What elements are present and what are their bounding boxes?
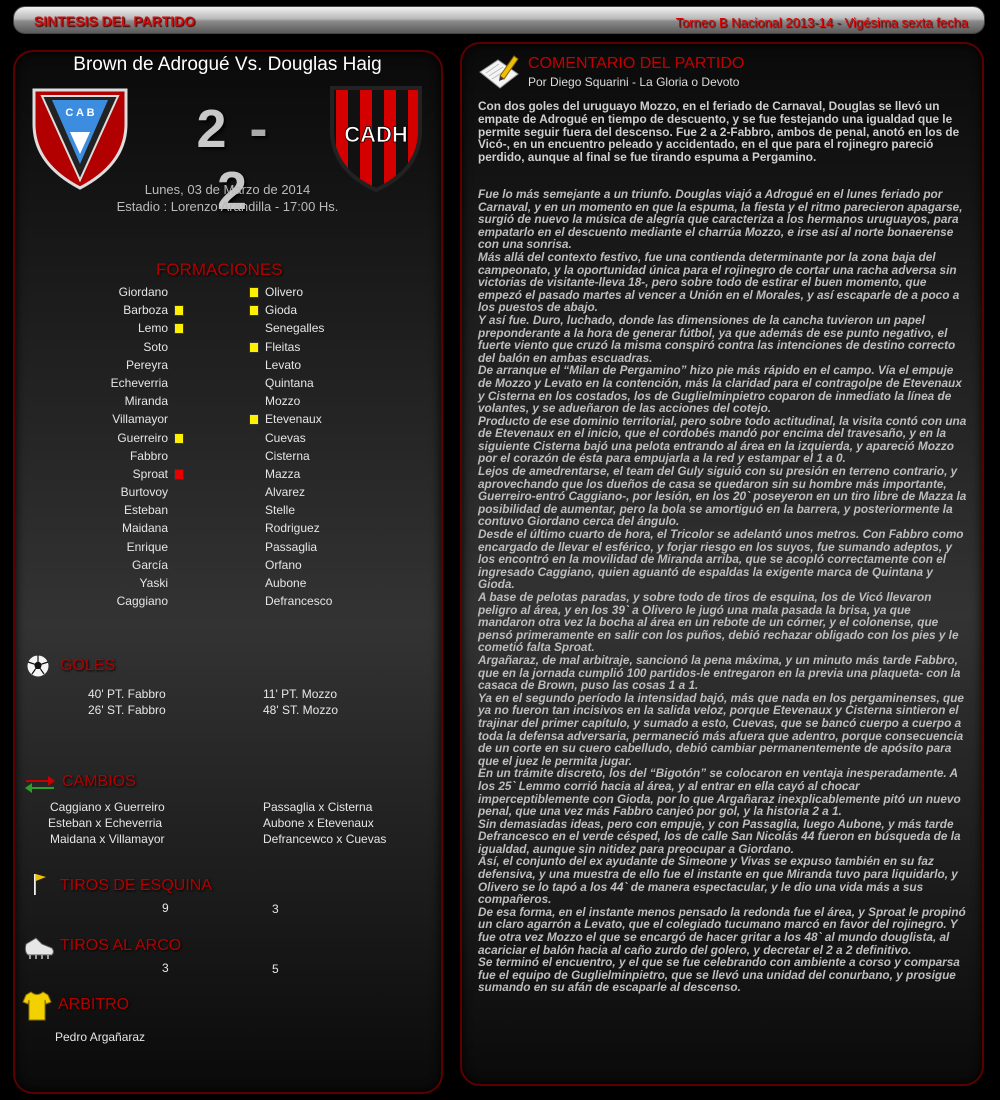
home-change: Caggiano x Guerreiro bbox=[50, 800, 165, 814]
away-shots: 5 bbox=[272, 962, 279, 976]
comment-paragraph: Fue lo más semejante a un triunfo. Douglas viajó a Adrogué en el lunes feriado por Carnaval, y en un momento en que la espuma, la fiesta y el ritmo parecieron apagarse, surgió de nuevo la música de alegría que caracteriza a los hermanos uruguayos, para empatarlo en el descuento mediante el charrúa Mozzo, e irse así al norte bonaerense con una sonrisa. bbox=[478, 187, 963, 252]
player-name: Lemo bbox=[137, 321, 168, 336]
away-player bbox=[265, 429, 415, 447]
player-name: Esteban bbox=[123, 503, 168, 518]
comment-lead: Con dos goles del uruguayo Mozzo, en el feriado de Carnaval, Douglas se llevó un empate de Adrogué en tiempo de descuento, y se fue festejando una igualdad que le permite seguir fuera del descenso. Fue 2 a 2-Fabbro, ambos de penal, anotó en los de Vicó-, en un encuentro peleado y accidentado, en el que para el rojinegro pareció perdido, aunque al final se fue tirando espuma a Pergamino. bbox=[478, 99, 960, 165]
comment-paragraph: Así, el conjunto del ex ayudante de Simeone y Vivas se expuso también en su faz defensiva, y una muestra de ello fue el instante en que Miranda tuvo para liquidarlo, y Olivero se lo tapó a los 44` de manera espectacular, y le dio una vida más a sus compañeros. bbox=[478, 854, 958, 907]
home-player bbox=[60, 338, 168, 356]
away-player bbox=[265, 538, 415, 556]
yellow-card-icon bbox=[174, 433, 184, 444]
away-corners: 3 bbox=[272, 902, 279, 916]
comment-paragraph: Lejos de amedrentarse, el team del Guly siguió con su presión en terreno contrario, y aprovechando que los dueños de casa se quedaron sin su hombre más importante, Guerreiro-entró Caggiano-, por lesión, en los 20` poseyeron en un tiro libre de Mazza la posibilidad de aumentar, pero la bola se amortiguó en la barrera, y posteriormente la contuvo Giordano cerca del ángulo. bbox=[478, 464, 967, 529]
player-name: Echeverria bbox=[110, 375, 168, 390]
player-name: Passaglia bbox=[265, 539, 318, 554]
player-name: Olivero bbox=[265, 285, 304, 299]
home-player bbox=[60, 319, 168, 337]
match-date: Lunes, 03 de Marzo de 2014 bbox=[144, 182, 311, 197]
home-player bbox=[60, 429, 168, 447]
home-player bbox=[60, 410, 168, 428]
player-name: Cuevas bbox=[265, 430, 306, 445]
player-name: Caggiano bbox=[116, 594, 168, 609]
comment-paragraph: De arranque el “Milan de Pergamino” hizo pie más rápido en el campo. Vía el empuje de Mozzo y Levato en la contención, más la claridad para el contragolpe de Etevenaux y Cisterna en los costados, los de Guglielminpietro coparon de inmediato la línea de volantes, y se adueñaron de las acciones del cotejo. bbox=[478, 363, 962, 416]
away-change: Passaglia x Cisterna bbox=[263, 800, 373, 814]
away-player bbox=[265, 501, 415, 519]
home-player bbox=[60, 301, 168, 319]
comment-title: COMENTARIO DEL PARTIDO bbox=[528, 55, 745, 72]
comment-paragraph: Producto de ese dominio territorial, pero sobre todo actitudinal, la visita contó con una de Etevenaux en el inicio, que el cordobés mandó por encima del travesaño, y en la siguiente Cisterna bajó una pelota entrando al área en la izquierda, y apareció Mozzo por el corazón de ésta para empujarla a la red y estampar el 1 a 0. bbox=[478, 413, 967, 466]
comment-paragraph: En un trámite discreto, los del “Bigotón” se colocaron en ventaja inesperadamente. A los 25` Lemmo corrió hacia al área, y al entrar en ella cayó al chocar imperceptiblemente con Gioda, por lo que Argañaraz inexplicablemente pitó un nuevo penal, que una vez más Fabbro canjeó por gol, y la historia 2 a 1. bbox=[478, 766, 961, 819]
player-name: Quintana bbox=[265, 375, 314, 390]
comment-paragraph: Ya en el segundo período la intensidad bajó, más que nada en los pergaminenses, que ya no fueron tan incisivos en la salida veloz, porque Etevenaux y Cisterna sintieron el trajinar del primer capítulo, y sumado a esto, Cuevas, que se bancó cuerpo a cuerpo a toda la defensa adversaria, permaneció más afuera que adentro, porque consecuencia de un corte en su cuero cabelludo, debió cambiar permanentemente de apósito para que el juez le permita jugar. bbox=[478, 690, 964, 768]
player-name: Soto bbox=[143, 339, 168, 354]
home-player bbox=[60, 465, 168, 483]
player-name: Alvarez bbox=[265, 485, 306, 500]
player-name: Orfano bbox=[265, 557, 302, 572]
comment-paragraph: Se terminó el encuentro, y el que se fue celebrando con ambiente a corso y comparsa fue el equipo de Guglielminpietro, que se llevó una unidad del conurbano, y prosigue sumando en su afán de escaparle al descenso. bbox=[478, 955, 960, 995]
player-name: Mozzo bbox=[265, 394, 301, 409]
match-stadium: Estadio : Lorenzo Arandilla - 17:00 Hs. bbox=[116, 199, 339, 214]
yellow-card-icon bbox=[174, 305, 184, 316]
player-name: Giordano bbox=[118, 285, 168, 299]
comment-paragraph: Y así fue. Duro, luchado, donde las dimensiones de la cancha tuvieron un papel preponderante a la hora de generar fútbol, ya que además de ese punto negativo, el fuerte viento que cruzó la misma conspiró contra las intenciones de destino correcto del balón en ambas escuadras. bbox=[478, 312, 956, 365]
comment-author: Por Diego Squarini - La Gloria o Devoto bbox=[528, 75, 740, 89]
away-player bbox=[265, 374, 415, 392]
comment-paragraph: Desde el último cuarto de hora, el Tricolor se adelantó unos metros. Con Fabbro como encargado de llevar el esférico, y forjar riesgo en los suyos, fue sumando adeptos, y los encontró en la movilidad de Miranda arriba, que se acopló correctamente con el ingresado Caggiano, quien aguantó de espaldas la exigente marca de Quintana y Gioda. bbox=[478, 527, 964, 592]
away-player bbox=[265, 592, 415, 610]
away-crest-text: CADH bbox=[344, 122, 408, 147]
away-player bbox=[265, 410, 415, 428]
away-player bbox=[265, 483, 415, 501]
player-name: Miranda bbox=[124, 394, 168, 409]
away-player bbox=[265, 392, 415, 410]
home-shots: 3 bbox=[162, 961, 169, 975]
home-crest bbox=[30, 84, 130, 192]
red-card-icon bbox=[174, 469, 184, 480]
player-name: Senegalles bbox=[265, 321, 325, 336]
home-player bbox=[60, 356, 168, 374]
notepad-pencil-icon bbox=[478, 52, 520, 92]
home-player bbox=[60, 574, 168, 592]
player-name: Pereyra bbox=[125, 357, 168, 372]
substitution-arrows-icon bbox=[24, 774, 56, 794]
home-change: Esteban x Echeverria bbox=[48, 816, 163, 830]
player-name: Levato bbox=[265, 357, 302, 372]
player-name: Fabbro bbox=[129, 448, 168, 463]
away-player bbox=[265, 556, 415, 574]
home-player bbox=[60, 483, 168, 501]
yellow-card-icon bbox=[249, 287, 259, 298]
header-section-title: SINTESIS DEL PARTIDO bbox=[34, 13, 196, 29]
goals-title: GOLES bbox=[60, 657, 116, 674]
player-name: Maidana bbox=[121, 521, 168, 536]
home-goal: 26' ST. Fabbro bbox=[88, 703, 166, 717]
comment-paragraph: Sin demasiadas ideas, pero con empuje, y con Passaglia, luego Aubone, y más tarde Defrancesco en el verde césped, los de calle San Nicolás 44 fueron en búsqueda de la igualdad, aunque sin nitidez para preocupar a Giordano. bbox=[478, 816, 961, 856]
header-tournament: Torneo B Nacional 2013-14 - Vigésima sexta fecha bbox=[675, 15, 968, 30]
away-player bbox=[265, 338, 415, 356]
home-change: Maidana x Villamayor bbox=[50, 832, 165, 846]
away-lineup bbox=[265, 283, 415, 610]
away-player bbox=[265, 319, 415, 337]
referee-shirt-icon bbox=[22, 990, 52, 1022]
home-score: 2 bbox=[196, 99, 231, 159]
home-player bbox=[60, 556, 168, 574]
comment-paragraph: De esa forma, en el instante menos pensado la redonda fue el área, y Sproat le propinó un claro agarrón a Levato, que el colegiado tucumano marcó en favor del rojinegro. Y fue otra vez Mozzo el que se encargó de hacer gritar a los 48` al mundo douglista, al acariciar el balón hacia al caño zurdo del golero, y decretar el 2 a 2 definitivo. bbox=[478, 904, 966, 957]
player-name: Villamayor bbox=[112, 412, 168, 427]
player-name: Fleitas bbox=[265, 339, 301, 354]
changes-title: CAMBIOS bbox=[62, 773, 136, 790]
away-player bbox=[265, 447, 415, 465]
referee-name: Pedro Argañaraz bbox=[55, 1030, 146, 1044]
corners-title: TIROS DE ESQUINA bbox=[60, 877, 213, 894]
score-separator: - bbox=[249, 99, 272, 159]
player-name: Rodriguez bbox=[265, 521, 320, 536]
home-corners: 9 bbox=[162, 901, 169, 915]
away-player bbox=[265, 356, 415, 374]
player-name: Burtovoy bbox=[120, 485, 168, 500]
away-change: Aubone x Etevenaux bbox=[263, 816, 374, 830]
player-name: Cisterna bbox=[265, 448, 310, 463]
home-player bbox=[60, 501, 168, 519]
home-player bbox=[60, 283, 168, 301]
home-crest-text: C A B bbox=[65, 107, 95, 119]
away-player bbox=[265, 519, 415, 537]
player-name: Guerreiro bbox=[117, 430, 168, 445]
away-player bbox=[265, 283, 415, 301]
referee-title: ARBITRO bbox=[58, 996, 130, 1013]
soccer-ball-icon bbox=[26, 654, 50, 678]
yellow-card-icon bbox=[174, 323, 184, 334]
player-name: Sproat bbox=[132, 466, 168, 481]
player-name: Aubone bbox=[265, 576, 307, 590]
player-name: Enrique bbox=[126, 539, 168, 554]
shots-title: TIROS AL ARCO bbox=[60, 937, 182, 954]
player-name: Defrancesco bbox=[265, 594, 333, 609]
formations-title: FORMACIONES bbox=[156, 260, 283, 279]
player-name: Mazza bbox=[265, 466, 301, 481]
player-name: Gioda bbox=[265, 303, 298, 318]
match-title: Brown de Adrogué Vs. Douglas Haig bbox=[73, 54, 382, 75]
home-goal: 40' PT. Fabbro bbox=[88, 687, 166, 701]
home-player bbox=[60, 538, 168, 556]
home-player bbox=[60, 392, 168, 410]
away-crest bbox=[326, 82, 426, 194]
comment-paragraph: A base de pelotas paradas, y sobre todo de tiros de esquina, los de Vicó llevaron peligro al área, y en los 39` a Olivero le jugó una mala pasada la brisa, ya que mandaron otra vez la bocha al área en un rebote de un córner, y el colonense, que pensó primeramente en salir con los puños, debió rechazar obligado con los pies y le cometió falta Sproat. bbox=[478, 590, 959, 655]
away-goal: 11' PT. Mozzo bbox=[263, 687, 338, 701]
home-lineup bbox=[60, 283, 168, 610]
away-player bbox=[265, 574, 415, 592]
comment-paragraph: Argañaraz, de mal arbitraje, sancionó la pena máxima, y un minuto más tarde Fabbro, que en la jornada cumplió 100 partidos-le entregaron en la previa una plaqueta- con la casaca de Brown, puso las cosas 1 a 1. bbox=[478, 652, 961, 693]
yellow-card-icon bbox=[249, 342, 259, 353]
home-player bbox=[60, 447, 168, 465]
home-player bbox=[60, 519, 168, 537]
home-player bbox=[60, 374, 168, 392]
header-bar bbox=[13, 6, 985, 34]
home-player bbox=[60, 592, 168, 610]
away-player bbox=[265, 465, 415, 483]
yellow-card-icon bbox=[249, 414, 259, 425]
away-change: Defrancewco x Cuevas bbox=[263, 832, 387, 846]
corner-flag-icon bbox=[32, 872, 48, 896]
player-name: García bbox=[131, 557, 168, 572]
soccer-boot-icon bbox=[22, 934, 56, 962]
player-name: Yaski bbox=[139, 576, 168, 590]
away-goal: 48' ST. Mozzo bbox=[263, 703, 338, 717]
away-player bbox=[265, 301, 415, 319]
comment-body bbox=[478, 188, 970, 994]
player-name: Barboza bbox=[123, 303, 168, 318]
player-name: Etevenaux bbox=[265, 412, 322, 427]
comment-paragraph: Más allá del contexto festivo, fue una contienda determinante por la zona baja del campeonato, y la oportunidad única para el rojinegro de cortar una racha adversa sin victorias de visitante-lleva 18-, pero sobre todo de estirar el buen momento, que empezó el pasado martes al vencer a Unión en el Morales, y así escaparle de a poco a los puestos de abajo. bbox=[478, 249, 960, 315]
away-score: 2 bbox=[216, 161, 252, 221]
player-name: Stelle bbox=[265, 503, 296, 518]
yellow-card-icon bbox=[249, 305, 259, 316]
